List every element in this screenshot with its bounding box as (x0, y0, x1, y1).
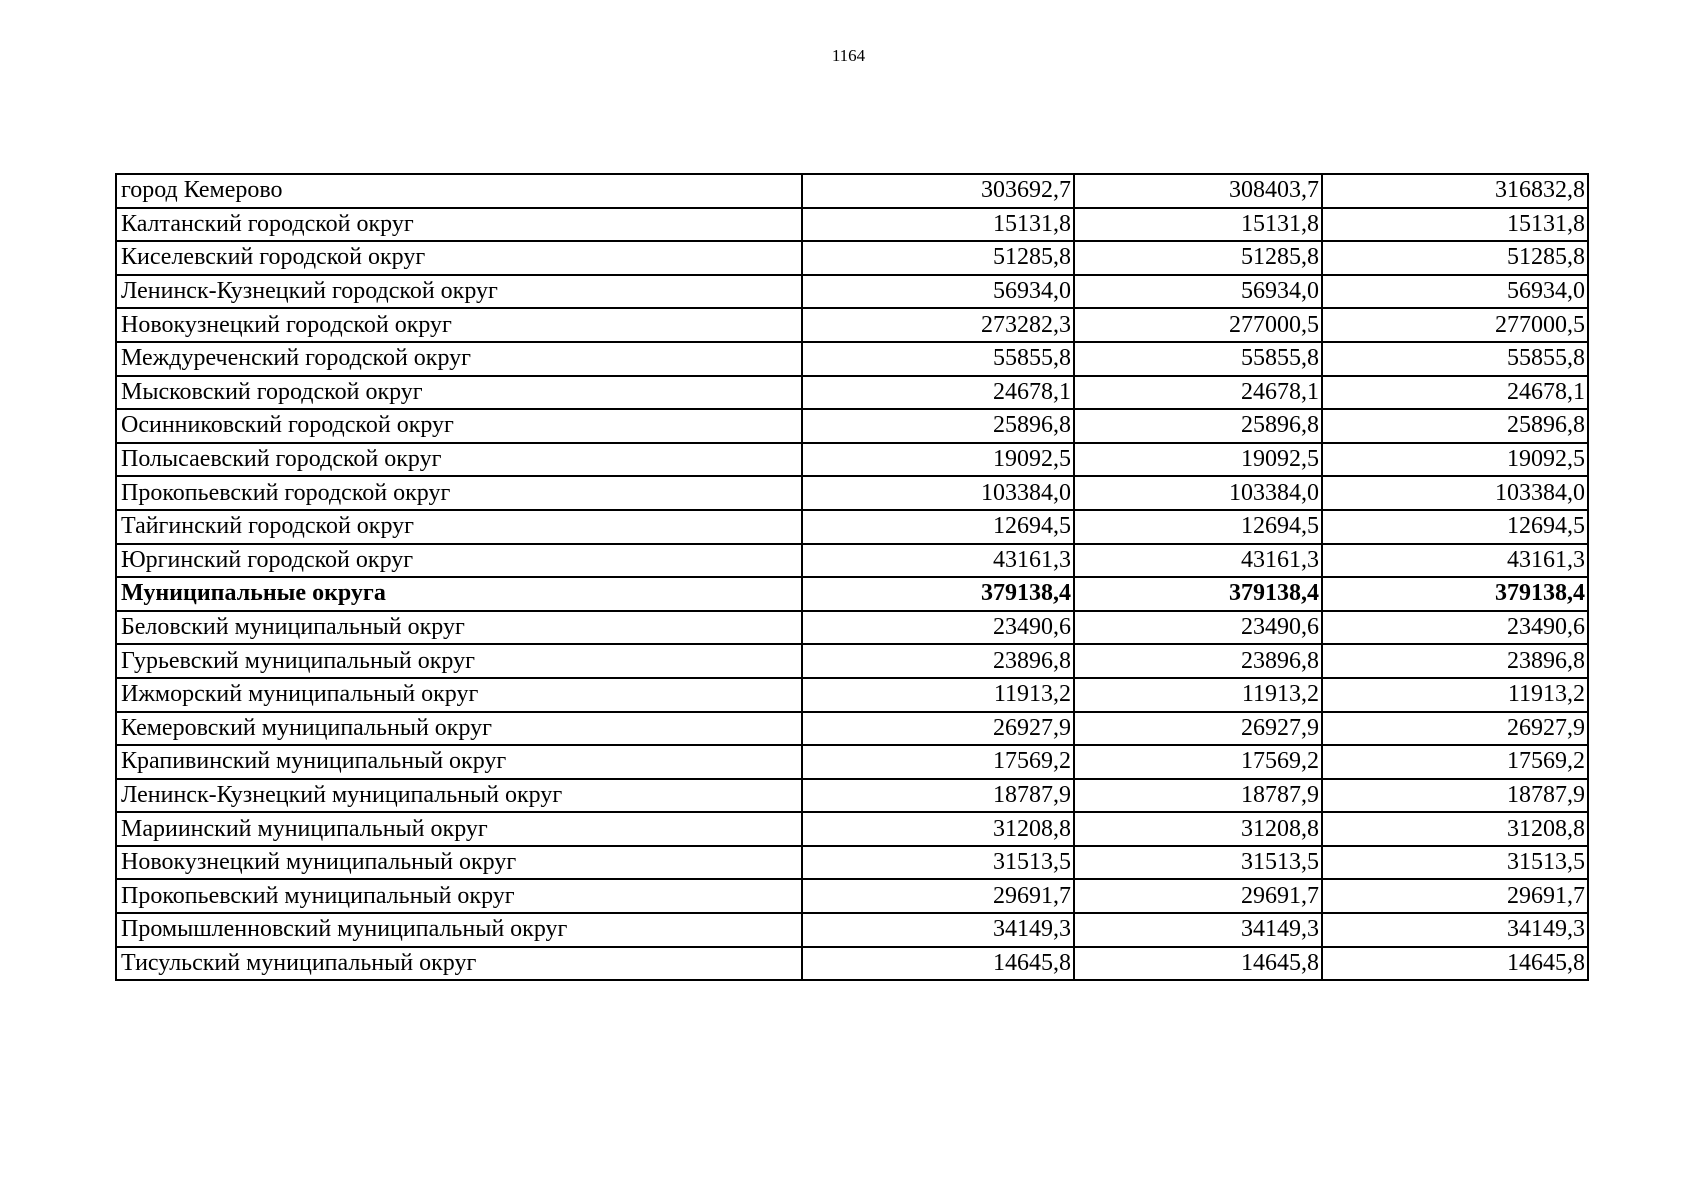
value-cell-3: 316832,8 (1322, 174, 1588, 208)
row-name-cell: Новокузнецкий городской округ (116, 308, 802, 342)
value-cell-3: 17569,2 (1322, 745, 1588, 779)
value-cell-2: 308403,7 (1074, 174, 1322, 208)
value-cell-2: 31208,8 (1074, 812, 1322, 846)
value-cell-3: 31513,5 (1322, 846, 1588, 880)
row-name-cell: Ленинск-Кузнецкий муниципальный округ (116, 779, 802, 813)
value-cell-3: 15131,8 (1322, 208, 1588, 242)
row-name-cell: город Кемерово (116, 174, 802, 208)
value-cell-1: 14645,8 (802, 947, 1074, 981)
value-cell-3: 51285,8 (1322, 241, 1588, 275)
table-row (116, 544, 1588, 578)
value-cell-1: 23896,8 (802, 644, 1074, 678)
table-row (116, 846, 1588, 880)
value-cell-1: 11913,2 (802, 678, 1074, 712)
row-name-cell: Киселевский городской округ (116, 241, 802, 275)
value-cell-2: 23490,6 (1074, 611, 1322, 645)
value-cell-1: 24678,1 (802, 376, 1074, 410)
value-cell-3: 277000,5 (1322, 308, 1588, 342)
value-cell-3: 379138,4 (1322, 577, 1588, 611)
table-row (116, 779, 1588, 813)
value-cell-3: 12694,5 (1322, 510, 1588, 544)
value-cell-3: 55855,8 (1322, 342, 1588, 376)
value-cell-1: 56934,0 (802, 275, 1074, 309)
value-cell-1: 34149,3 (802, 913, 1074, 947)
table-row (116, 712, 1588, 746)
row-name-cell: Крапивинский муниципальный округ (116, 745, 802, 779)
value-cell-3: 26927,9 (1322, 712, 1588, 746)
value-cell-2: 51285,8 (1074, 241, 1322, 275)
table-row (116, 510, 1588, 544)
row-name-cell: Юргинский городской округ (116, 544, 802, 578)
value-cell-3: 24678,1 (1322, 376, 1588, 410)
table-row (116, 342, 1588, 376)
table-row (116, 275, 1588, 309)
value-cell-2: 26927,9 (1074, 712, 1322, 746)
value-cell-2: 23896,8 (1074, 644, 1322, 678)
row-name-cell: Осинниковский городской округ (116, 409, 802, 443)
page-number: 1164 (831, 46, 866, 65)
table-row (116, 208, 1588, 242)
value-cell-2: 25896,8 (1074, 409, 1322, 443)
table-row (116, 611, 1588, 645)
value-cell-2: 24678,1 (1074, 376, 1322, 410)
value-cell-1: 29691,7 (802, 879, 1074, 913)
row-name-cell: Мысковский городской округ (116, 376, 802, 410)
table-row (116, 241, 1588, 275)
row-name-cell: Кемеровский муниципальный округ (116, 712, 802, 746)
value-cell-1: 17569,2 (802, 745, 1074, 779)
table-row (116, 308, 1588, 342)
row-name-cell: Полысаевский городской округ (116, 443, 802, 477)
table-row (116, 443, 1588, 477)
value-cell-2: 34149,3 (1074, 913, 1322, 947)
value-cell-2: 379138,4 (1074, 577, 1322, 611)
table-row (116, 913, 1588, 947)
row-name-cell: Ленинск-Кузнецкий городской округ (116, 275, 802, 309)
row-name-cell: Прокопьевский муниципальный округ (116, 879, 802, 913)
value-cell-2: 55855,8 (1074, 342, 1322, 376)
row-name-cell: Междуреченский городской округ (116, 342, 802, 376)
value-cell-2: 56934,0 (1074, 275, 1322, 309)
value-cell-1: 43161,3 (802, 544, 1074, 578)
row-name-cell: Гурьевский муниципальный округ (116, 644, 802, 678)
row-name-cell: Мариинский муниципальный округ (116, 812, 802, 846)
value-cell-1: 379138,4 (802, 577, 1074, 611)
value-cell-3: 31208,8 (1322, 812, 1588, 846)
value-cell-1: 31208,8 (802, 812, 1074, 846)
table-row (116, 644, 1588, 678)
value-cell-3: 29691,7 (1322, 879, 1588, 913)
value-cell-2: 43161,3 (1074, 544, 1322, 578)
row-name-cell: Тисульский муниципальный округ (116, 947, 802, 981)
table-row (116, 409, 1588, 443)
value-cell-3: 25896,8 (1322, 409, 1588, 443)
value-cell-1: 12694,5 (802, 510, 1074, 544)
value-cell-2: 11913,2 (1074, 678, 1322, 712)
table-row (116, 947, 1588, 981)
value-cell-1: 23490,6 (802, 611, 1074, 645)
row-name-cell: Промышленновский муниципальный округ (116, 913, 802, 947)
table-row (116, 174, 1588, 208)
row-name-cell: Беловский муниципальный округ (116, 611, 802, 645)
table-row (116, 678, 1588, 712)
table-row (116, 476, 1588, 510)
value-cell-1: 15131,8 (802, 208, 1074, 242)
table-body (116, 174, 1588, 980)
value-cell-1: 273282,3 (802, 308, 1074, 342)
value-cell-1: 25896,8 (802, 409, 1074, 443)
budget-table (115, 173, 1589, 981)
value-cell-3: 11913,2 (1322, 678, 1588, 712)
value-cell-2: 12694,5 (1074, 510, 1322, 544)
value-cell-3: 19092,5 (1322, 443, 1588, 477)
value-cell-3: 23490,6 (1322, 611, 1588, 645)
table-row (116, 879, 1588, 913)
value-cell-2: 103384,0 (1074, 476, 1322, 510)
value-cell-3: 23896,8 (1322, 644, 1588, 678)
value-cell-1: 19092,5 (802, 443, 1074, 477)
table-row (116, 745, 1588, 779)
row-name-cell: Ижморский муниципальный округ (116, 678, 802, 712)
value-cell-1: 31513,5 (802, 846, 1074, 880)
value-cell-2: 19092,5 (1074, 443, 1322, 477)
table-row-total (116, 577, 1588, 611)
value-cell-3: 56934,0 (1322, 275, 1588, 309)
value-cell-1: 303692,7 (802, 174, 1074, 208)
value-cell-2: 14645,8 (1074, 947, 1322, 981)
value-cell-3: 34149,3 (1322, 913, 1588, 947)
value-cell-1: 55855,8 (802, 342, 1074, 376)
value-cell-1: 26927,9 (802, 712, 1074, 746)
table-row (116, 812, 1588, 846)
value-cell-3: 103384,0 (1322, 476, 1588, 510)
value-cell-2: 31513,5 (1074, 846, 1322, 880)
row-name-cell: Тайгинский городской округ (116, 510, 802, 544)
value-cell-2: 17569,2 (1074, 745, 1322, 779)
row-name-cell: Новокузнецкий муниципальный округ (116, 846, 802, 880)
row-name-cell: Муниципальные округа (116, 577, 802, 611)
value-cell-2: 29691,7 (1074, 879, 1322, 913)
value-cell-2: 15131,8 (1074, 208, 1322, 242)
value-cell-1: 51285,8 (802, 241, 1074, 275)
table-row (116, 376, 1588, 410)
value-cell-3: 18787,9 (1322, 779, 1588, 813)
value-cell-3: 14645,8 (1322, 947, 1588, 981)
value-cell-2: 18787,9 (1074, 779, 1322, 813)
value-cell-2: 277000,5 (1074, 308, 1322, 342)
row-name-cell: Калтанский городской округ (116, 208, 802, 242)
value-cell-1: 18787,9 (802, 779, 1074, 813)
value-cell-1: 103384,0 (802, 476, 1074, 510)
value-cell-3: 43161,3 (1322, 544, 1588, 578)
row-name-cell: Прокопьевский городской округ (116, 476, 802, 510)
